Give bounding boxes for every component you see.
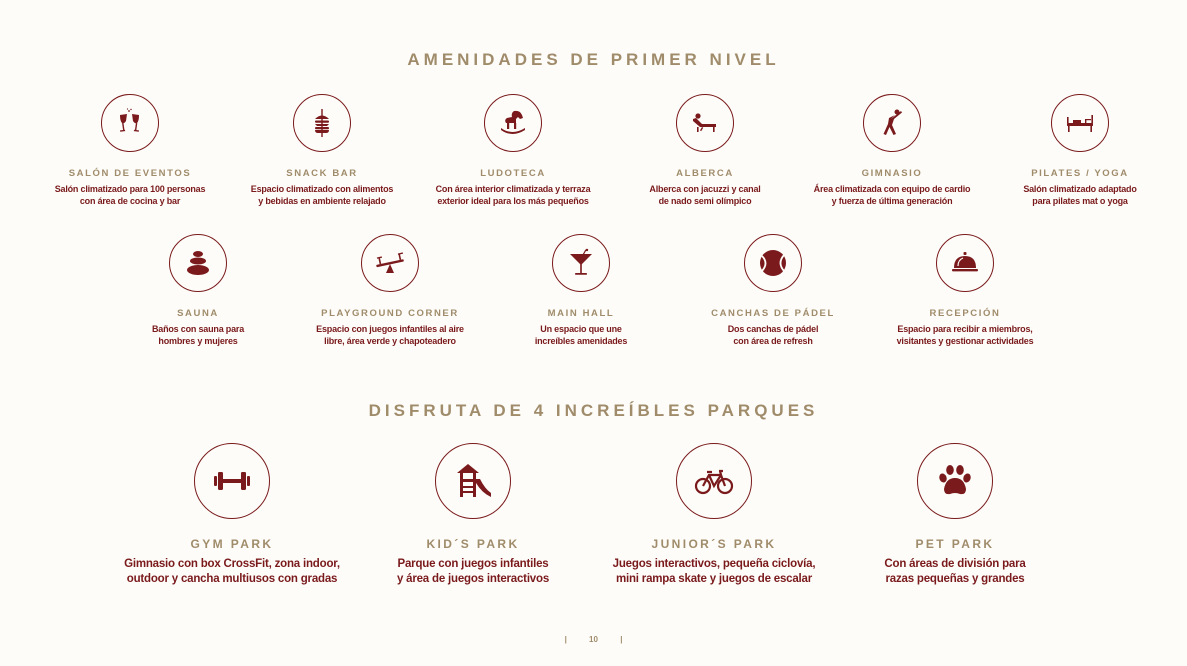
amenity-name: GIMNASIO [861, 168, 923, 179]
amenities-row-1 [0, 94, 1187, 224]
park-name: KID´S PARK [426, 537, 520, 551]
burger-icon [293, 94, 351, 152]
amenity-name: RECEPCIÓN [929, 308, 1001, 319]
amenity-name: LUDOTECA [480, 168, 546, 179]
amenity-ludoteca [418, 94, 608, 207]
amenities-section-title: AMENIDADES DE PRIMER NIVEL [407, 50, 780, 69]
amenities-row-2 [0, 234, 1187, 364]
amenity-salon-de-eventos [35, 94, 225, 207]
park-gym [112, 443, 352, 586]
footer-separator-left: | [564, 635, 567, 644]
champagne-glasses-icon [101, 94, 159, 152]
amenity-recepcion [870, 234, 1060, 347]
amenity-name: SALÓN DE EVENTOS [68, 168, 192, 179]
amenity-name: PLAYGROUND CORNER [321, 308, 459, 319]
amenity-description: Dos canchas de pádel con área de refresh [727, 324, 819, 346]
amenity-canchas-de-padel [678, 234, 868, 347]
park-juniors [594, 443, 834, 586]
amenity-snack-bar [227, 94, 417, 207]
service-bell-icon [936, 234, 994, 292]
amenity-gimnasio [797, 94, 987, 207]
parks-row [0, 443, 1187, 585]
amenity-main-hall [486, 234, 676, 347]
park-name: GYM PARK [190, 537, 274, 551]
park-description: Gimnasio con box CrossFit, zona indoor, outdoor y cancha multiusos con gradas [124, 558, 340, 585]
park-kids [353, 443, 593, 586]
parks-section-title: DISFRUTA DE 4 INCREÍBLES PARQUES [368, 401, 819, 420]
bicycle-icon [676, 443, 752, 519]
playhouse-slide-icon [435, 443, 511, 519]
amenity-name: SNACK BAR [286, 168, 358, 179]
dumbbell-icon [194, 443, 270, 519]
amenity-sauna [103, 234, 293, 347]
tennis-ball-icon [744, 234, 802, 292]
park-description: Parque con juegos infantiles y área de juegos interactivos [396, 558, 550, 585]
footer-separator-right: | [620, 635, 623, 644]
amenity-description: Salón climatizado adaptado para pilates mat o yoga [1023, 184, 1137, 206]
stacked-stones-icon [169, 234, 227, 292]
amenity-playground-corner [295, 234, 485, 347]
park-pet [835, 443, 1075, 586]
cocktail-glass-icon [552, 234, 610, 292]
amenity-description: Con área interior climatizada y terraza exterior ideal para los más pequeños [435, 184, 591, 206]
amenity-description: Espacio para recibir a miembros, visitantes y gestionar actividades [896, 324, 1034, 346]
page-number: 10 [589, 635, 598, 644]
amenity-name: ALBERCA [676, 168, 734, 179]
amenity-description: Área climatizada con equipo de cardio y fuerza de última generación [813, 184, 971, 206]
amenity-description: Salón climatizado para 100 personas con área de cocina y bar [54, 184, 206, 206]
amenity-alberca [610, 94, 800, 207]
amenity-pilates-yoga [985, 94, 1175, 207]
park-description: Juegos interactivos, pequeña ciclovía, mini rampa skate y juegos de escalar [612, 558, 816, 585]
amenity-description: Un espacio que une increíbles amenidades [534, 324, 628, 346]
sun-lounger-icon [676, 94, 734, 152]
amenity-description: Espacio con juegos infantiles al aire libre, área verde y chapoteadero [316, 324, 464, 346]
pilates-reformer-icon [1051, 94, 1109, 152]
stretching-person-icon [863, 94, 921, 152]
amenity-name: CANCHAS DE PÁDEL [711, 308, 835, 319]
seesaw-icon [361, 234, 419, 292]
rocking-horse-icon [484, 94, 542, 152]
amenity-description: Alberca con jacuzzi y canal de nado semi olímpico [649, 184, 761, 206]
park-description: Con áreas de división para razas pequeñas y grandes [884, 558, 1026, 585]
amenity-name: MAIN HALL [547, 308, 615, 319]
park-name: JUNIOR´S PARK [651, 537, 777, 551]
park-name: PET PARK [915, 537, 995, 551]
amenity-description: Baños con sauna para hombres y mujeres [151, 324, 245, 346]
amenity-name: SAUNA [177, 308, 219, 319]
amenity-name: PILATES / YOGA [1031, 168, 1129, 179]
page-footer [0, 635, 1187, 644]
paw-print-icon [917, 443, 993, 519]
amenity-description: Espacio climatizado con alimentos y bebidas en ambiente relajado [250, 184, 394, 206]
